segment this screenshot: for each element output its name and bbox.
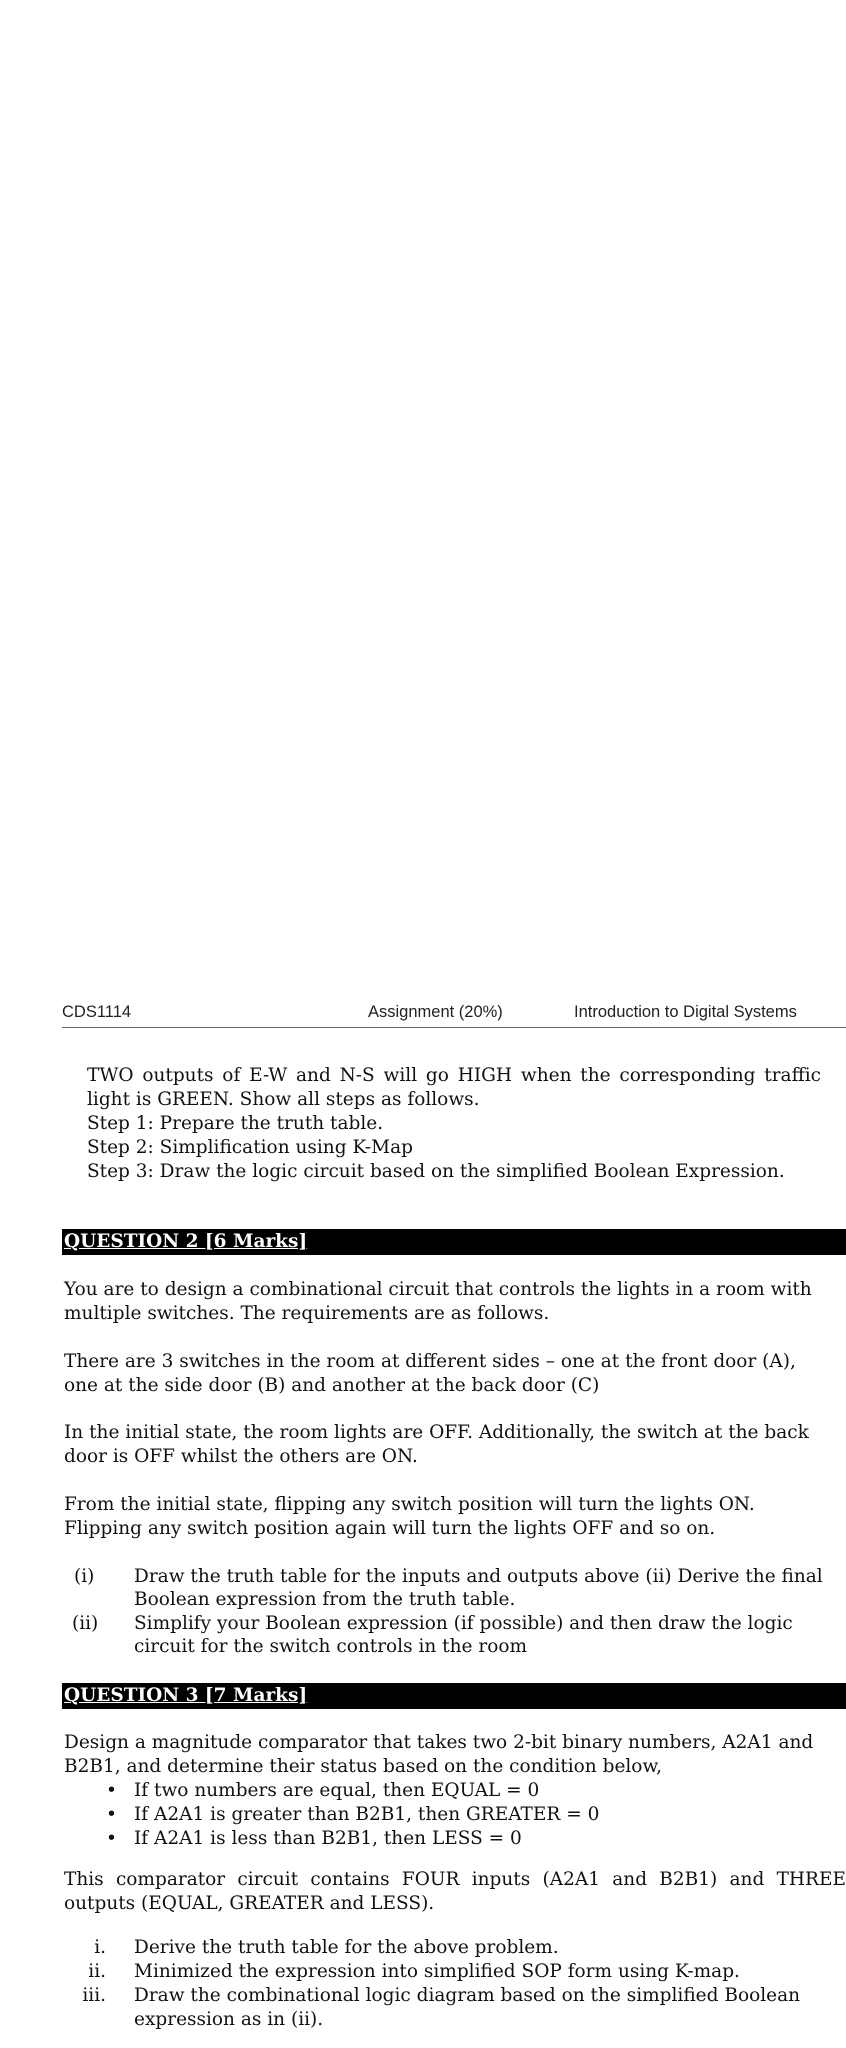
q3-condition bbox=[100, 1803, 846, 1827]
q2-task-text: Simplify your Boolean expression (if possible) and then draw the logic circuit for the switch controls in the room bbox=[134, 1613, 793, 1657]
q1-continuation bbox=[87, 1064, 821, 1184]
q2-task bbox=[62, 1565, 846, 1611]
q3-condition-text: If A2A1 is greater than B2B1, then GREATER = 0 bbox=[134, 1804, 600, 1825]
q3-task-text: Derive the truth table for the above problem. bbox=[134, 1937, 559, 1958]
bullet-icon: • bbox=[106, 1804, 117, 1825]
q2-text-4: From the initial state, flipping any switch position will turn the lights ON. Flipping any switch position again will turn the lights OFF and so on. bbox=[64, 1494, 755, 1539]
question2-heading bbox=[62, 1229, 846, 1255]
q3-condition bbox=[100, 1779, 846, 1803]
q2-text-1: You are to design a combinational circuit that controls the lights in a room with multiple switches. The requirements are as follows. bbox=[64, 1279, 812, 1324]
bullet-icon: • bbox=[106, 1828, 117, 1849]
q3-task bbox=[62, 1960, 846, 1984]
q2-paragraph-1 bbox=[64, 1278, 834, 1326]
q1-step-2: Step 2: Simplification using K-Map bbox=[87, 1137, 413, 1158]
q3-summary bbox=[64, 1868, 846, 1916]
q3-task-list bbox=[62, 1936, 846, 2032]
q3-conditions bbox=[100, 1779, 846, 1851]
q2-paragraph-4 bbox=[64, 1493, 824, 1541]
q3-summary-text: This comparator circuit contains FOUR inputs (A2A1 and B2B1) and THREE outputs (EQUAL, GREATER and LESS). bbox=[64, 1869, 846, 1914]
q2-task-marker: (i) bbox=[74, 1566, 95, 1587]
q2-paragraph-2 bbox=[64, 1350, 834, 1398]
question3-heading bbox=[62, 1683, 846, 1709]
course-code: CDS1114 bbox=[62, 1003, 132, 1021]
bullet-icon: • bbox=[106, 1780, 117, 1801]
q3-task bbox=[62, 1984, 846, 2032]
q3-task bbox=[62, 1936, 846, 1960]
course-name: Introduction to Digital Systems bbox=[574, 1003, 797, 1021]
q3-task-text: Minimized the expression into simplified SOP form using K-map. bbox=[134, 1961, 740, 1982]
q3-condition-text: If two numbers are equal, then EQUAL = 0 bbox=[134, 1780, 540, 1801]
q3-condition-text: If A2A1 is less than B2B1, then LESS = 0 bbox=[134, 1828, 522, 1849]
q3-intro-text: Design a magnitude comparator that takes two 2-bit binary numbers, A2A1 and B2B1, and determine their status based on the condition below, bbox=[64, 1732, 814, 1777]
q3-task-marker: ii. bbox=[88, 1961, 106, 1982]
q3-intro bbox=[64, 1731, 846, 1779]
q3-task-text: Draw the combinational logic diagram based on the simplified Boolean expression as in (ii). bbox=[134, 1985, 801, 2030]
page-header bbox=[62, 1003, 846, 1028]
q1-step-1: Step 1: Prepare the truth table. bbox=[87, 1113, 384, 1134]
q3-task-marker: iii. bbox=[82, 1985, 106, 2006]
q2-task-marker: (ii) bbox=[72, 1613, 99, 1634]
q1-paragraph: TWO outputs of E-W and N-S will go HIGH when the corresponding traffic light is GREEN. Show all steps as follows. bbox=[87, 1065, 821, 1110]
q1-step-3: Step 3: Draw the logic circuit based on the simplified Boolean Expression. bbox=[87, 1161, 785, 1182]
assignment-label: Assignment (20%) bbox=[368, 1003, 503, 1021]
question3-title: QUESTION 3 [7 Marks] bbox=[64, 1685, 308, 1706]
q2-text-3: In the initial state, the room lights are OFF. Additionally, the switch at the back door is OFF whilst the others are ON. bbox=[64, 1422, 809, 1467]
q2-task-list bbox=[62, 1565, 846, 1658]
q3-condition bbox=[100, 1827, 846, 1851]
q3-task-marker: i. bbox=[94, 1937, 106, 1958]
q2-text-2: There are 3 switches in the room at different sides – one at the front door (A), one at the side door (B) and another at the back door (C) bbox=[64, 1351, 796, 1396]
q2-task-text: Draw the truth table for the inputs and outputs above (ii) Derive the final Boolean expression from the truth table. bbox=[134, 1566, 823, 1610]
question2-title: QUESTION 2 [6 Marks] bbox=[64, 1231, 308, 1252]
q2-task bbox=[62, 1612, 846, 1658]
q2-paragraph-3 bbox=[64, 1421, 846, 1469]
